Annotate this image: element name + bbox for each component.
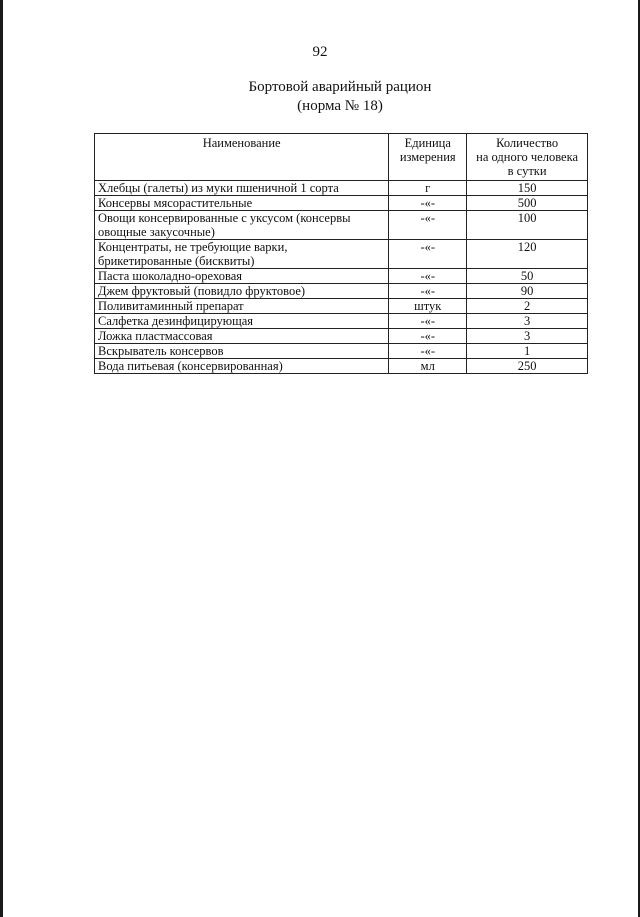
table-row bbox=[95, 359, 588, 374]
cell-unit: штук bbox=[389, 299, 467, 314]
table-row bbox=[95, 329, 588, 344]
cell-unit: -«- bbox=[389, 196, 467, 211]
table-header-row bbox=[95, 134, 588, 181]
cell-quantity: 120 bbox=[467, 240, 588, 269]
title-line-2: (норма № 18) bbox=[297, 98, 383, 114]
cell-name bbox=[95, 299, 389, 314]
cell-quantity: 50 bbox=[467, 269, 588, 284]
cell-quantity: 150 bbox=[467, 181, 588, 196]
cell-name-line: Вскрыватель консервов bbox=[98, 344, 224, 358]
cell-unit: -«- bbox=[389, 314, 467, 329]
table-row bbox=[95, 284, 588, 299]
page-edge-left bbox=[0, 0, 3, 917]
cell-name-line: брикетированные (бисквиты) bbox=[98, 254, 255, 268]
table-row bbox=[95, 181, 588, 196]
cell-quantity: 1 bbox=[467, 344, 588, 359]
table-row bbox=[95, 269, 588, 284]
cell-unit: -«- bbox=[389, 240, 467, 269]
header-quantity-line: на одного человека bbox=[476, 150, 579, 164]
cell-name-line: Паста шоколадно-ореховая bbox=[98, 269, 243, 283]
cell-unit: -«- bbox=[389, 329, 467, 344]
cell-quantity: 3 bbox=[467, 329, 588, 344]
table-row bbox=[95, 344, 588, 359]
cell-name-line: Хлебцы (галеты) из муки пшеничной 1 сорта bbox=[98, 181, 339, 195]
cell-quantity: 2 bbox=[467, 299, 588, 314]
header-name: Наименование bbox=[95, 134, 389, 181]
cell-name-line: Вода питьевая (консервированная) bbox=[98, 359, 283, 373]
table-row bbox=[95, 240, 588, 269]
header-unit-line: Единица bbox=[404, 136, 451, 150]
cell-name bbox=[95, 196, 389, 211]
cell-name bbox=[95, 359, 389, 374]
table-row bbox=[95, 211, 588, 240]
cell-name bbox=[95, 284, 389, 299]
header-quantity-line: Количество bbox=[496, 136, 559, 150]
cell-name-line: Овощи консервированные с уксусом (консервы bbox=[98, 211, 351, 225]
header-unit bbox=[389, 134, 467, 181]
cell-name-line: овощные закусочные) bbox=[98, 225, 215, 239]
cell-name-line: Концентраты, не требующие варки, bbox=[98, 240, 288, 254]
header-quantity bbox=[467, 134, 588, 181]
cell-name-line: Консервы мясорастительные bbox=[98, 196, 253, 210]
table-row bbox=[95, 299, 588, 314]
cell-name-line: Поливитаминный препарат bbox=[98, 299, 244, 313]
cell-unit: -«- bbox=[389, 344, 467, 359]
title-line-1: Бортовой аварийный рацион bbox=[248, 79, 432, 95]
cell-quantity: 250 bbox=[467, 359, 588, 374]
cell-quantity: 3 bbox=[467, 314, 588, 329]
ration-table bbox=[94, 133, 588, 374]
cell-unit: -«- bbox=[389, 211, 467, 240]
cell-name bbox=[95, 344, 389, 359]
cell-name bbox=[95, 211, 389, 240]
cell-name bbox=[95, 314, 389, 329]
table-body bbox=[95, 181, 588, 374]
cell-name bbox=[95, 181, 389, 196]
cell-unit: -«- bbox=[389, 284, 467, 299]
document-title bbox=[0, 78, 640, 116]
table-row bbox=[95, 196, 588, 211]
cell-unit: мл bbox=[389, 359, 467, 374]
cell-name bbox=[95, 329, 389, 344]
page-number: 92 bbox=[312, 44, 328, 60]
cell-name-line: Салфетка дезинфицирующая bbox=[98, 314, 254, 328]
cell-name bbox=[95, 269, 389, 284]
cell-quantity: 500 bbox=[467, 196, 588, 211]
header-unit-line: измерения bbox=[399, 150, 456, 164]
cell-quantity: 100 bbox=[467, 211, 588, 240]
cell-quantity: 90 bbox=[467, 284, 588, 299]
cell-name bbox=[95, 240, 389, 269]
header-quantity-line: в сутки bbox=[507, 164, 547, 178]
cell-unit: г bbox=[389, 181, 467, 196]
cell-name-line: Ложка пластмассовая bbox=[98, 329, 213, 343]
cell-name-line: Джем фруктовый (повидло фруктовое) bbox=[98, 284, 306, 298]
cell-unit: -«- bbox=[389, 269, 467, 284]
table-row bbox=[95, 314, 588, 329]
